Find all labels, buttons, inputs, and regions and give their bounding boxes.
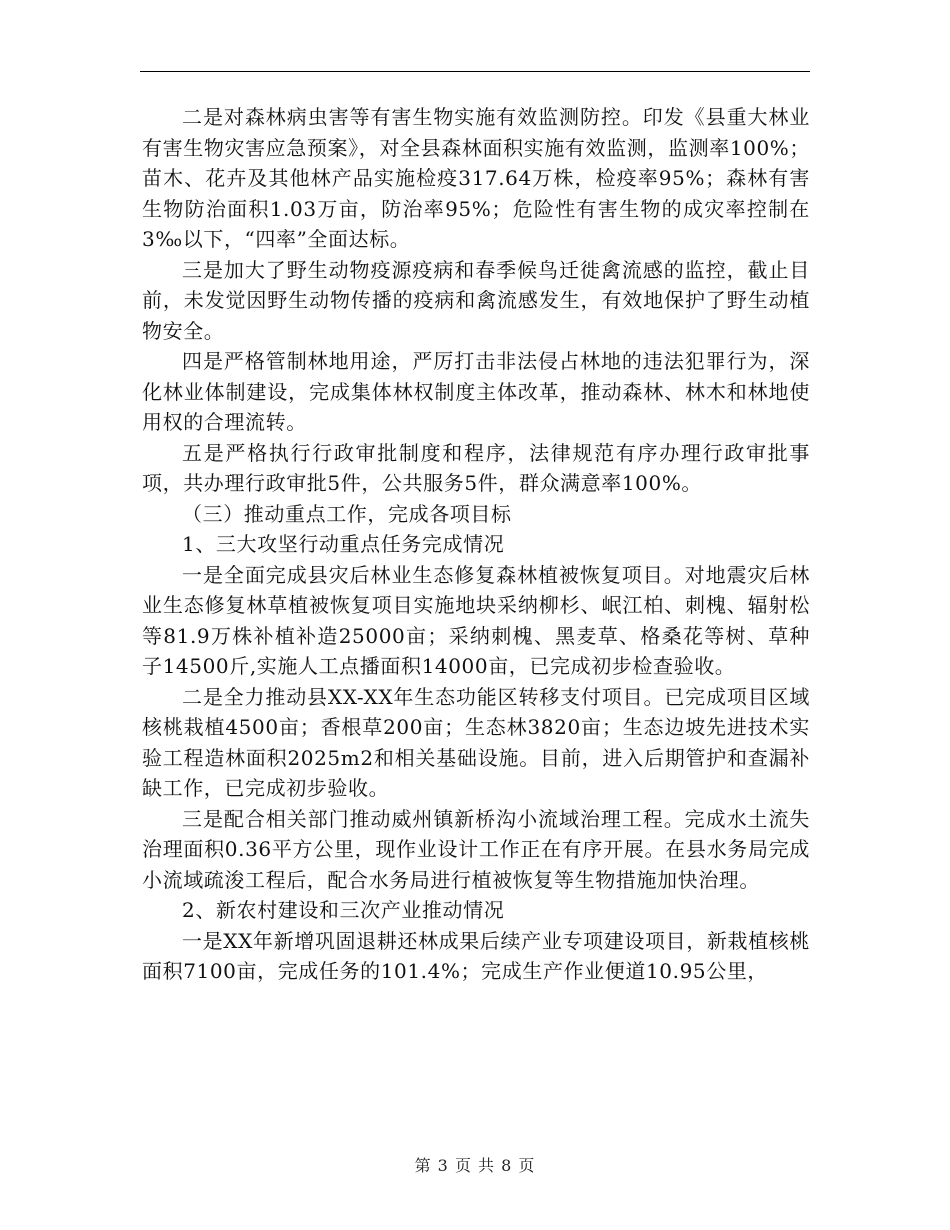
subsection-heading-rural-construction: 2、新农村建设和三次产业推动情况 (182, 898, 505, 922)
page-number-footer: 第 3 页 共 8 页 (414, 1156, 536, 1175)
subsection-heading-three-campaigns: 1、三大攻坚行动重点任务完成情况 (182, 532, 505, 556)
paragraph-reforestation-project: 一是XX年新增巩固退耕还林成果后续产业专项建设项目，新栽植核桃面积7100亩，完成任务的101.4%；完成生产作业便道10.95公里， (142, 928, 810, 983)
paragraph-wildlife-monitoring: 三是加大了野生动物疫源疫病和春季候鸟迁徙禽流感的监控，截止目前，未发觉因野生动物传播的疫病和禽流感发生，有效地保护了野生动植物安全。 (142, 257, 810, 343)
header-rule (140, 71, 810, 72)
paragraph-administrative-approval: 五是严格执行行政审批制度和程序，法律规范有序办理行政审批事项，共办理行政审批5件，公共服务5件，群众满意率100%。 (142, 440, 810, 495)
paragraph-pest-control: 二是对森林病虫害等有害生物实施有效监测防控。印发《县重大林业有害生物灾害应急预案》，对全县森林面积实施有效监测，监测率100%；苗木、花卉及其他林产品实施检疫317.64万株，检疫率95%；森林有害生物防治面积1.03万亩，防治率95%；危险性有害生物的成灾率控制在3‰以下，“四率”全面达标。 (142, 105, 810, 251)
paragraph-watershed-governance: 三是配合相关部门推动威州镇新桥沟小流域治理工程。完成水土流失治理面积0.36平方公里，现作业设计工作正在有序开展。在县水务局完成小流域疏浚工程后，配合水务局进行植被恢复等生物措施加快治理。 (142, 806, 810, 892)
paragraph-forest-land-control: 四是严格管制林地用途，严厉打击非法侵占林地的违法犯罪行为，深化林业体制建设，完成集体林权制度主体改革，推动森林、林木和林地使用权的合理流转。 (142, 349, 810, 434)
paragraph-post-disaster-restoration: 一是全面完成县灾后林业生态修复森林植被恢复项目。对地震灾后林业生态修复林草植被恢复项目实施地块采纳柳杉、岷江柏、刺槐、辐射松等81.9万株补植补造25000亩；采纳刺槐、黑麦草、格桑花等树、草种子14500斤,实施人工点播面积14000亩，已完成初步检查验收。 (142, 562, 810, 678)
paragraph-ecological-transfer-payment: 二是全力推动县XX-XX年生态功能区转移支付项目。已完成项目区域核桃栽植4500亩；香根草200亩；生态林3820亩；生态边坡先进技术实验工程造林面积2025m2和相关基础设施。目前，进入后期管护和查漏补缺工作，已完成初步验收。 (142, 684, 810, 800)
document-body (142, 102, 810, 987)
section-heading-key-work: （三）推动重点工作，完成各项目标 (182, 501, 512, 526)
